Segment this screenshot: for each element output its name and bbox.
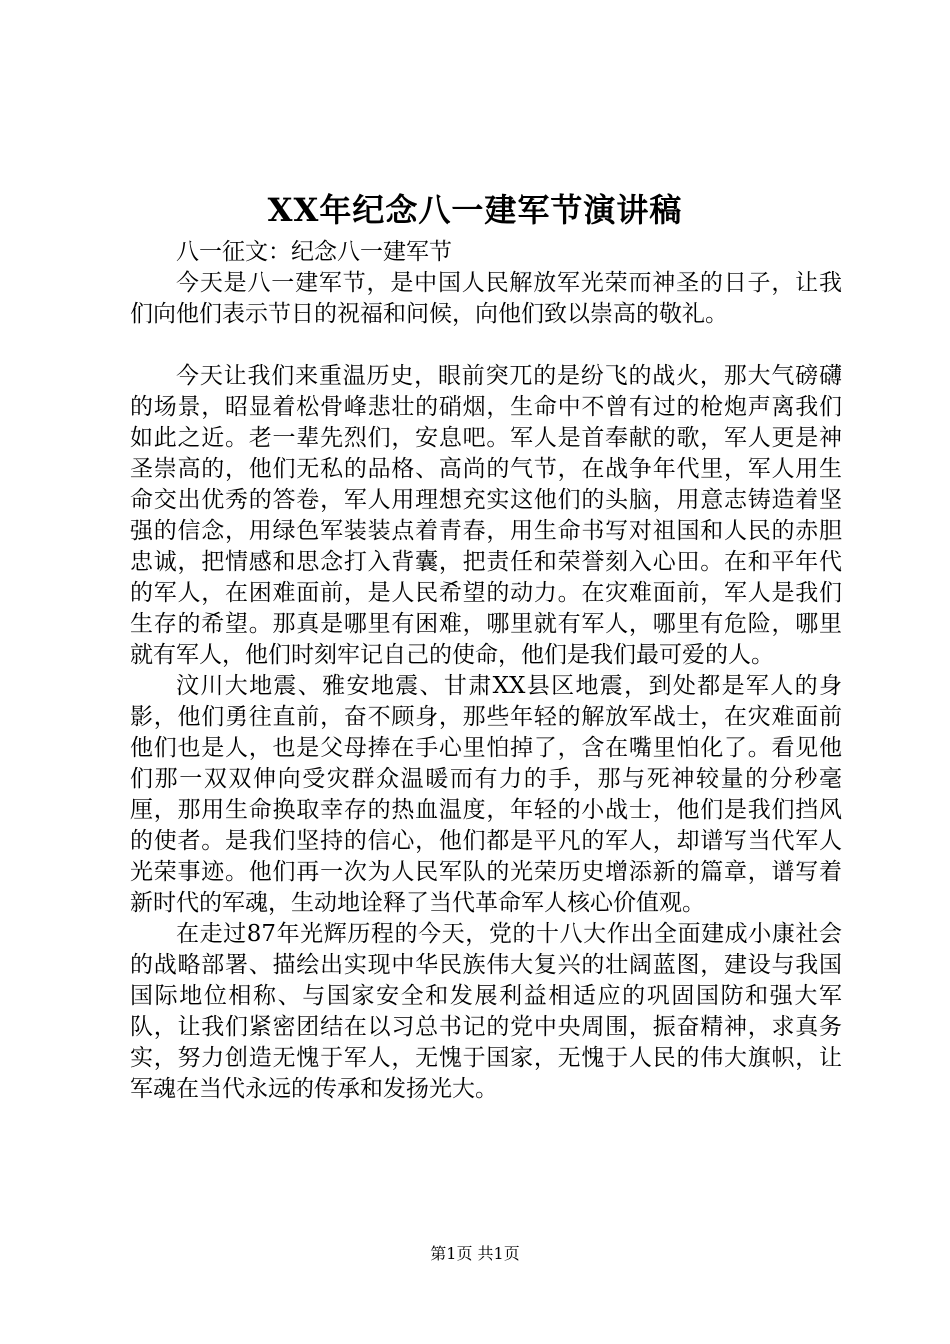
page-number-footer: 第1页 共1页: [430, 1244, 520, 1263]
paragraph-earthquake: 汶川大地震、雅安地震、甘肃XX县区地震，到处都是军人的身影，他们勇往直前，奋不顾身，那些年轻的解放军战士，在灾难面前他们也是人，也是父母捧在手心里怕掉了，含在嘴里怕化了。看见他们那一双双伸向受灾群众温暖而有力的手，那与死神较量的分秒毫厘，那用生命换取幸存的热血温度，年轻的小战士，他们是我们挡风的使者。是我们坚持的信心，他们都是平凡的军人，却谱写当代军人光荣事迹。他们再一次为人民军队的光荣历史增添新的篇章，谱写着新时代的军魂，生动地诠释了当代革命军人核心价值观。: [130, 673, 842, 916]
paragraph-greeting: 今天是八一建军节，是中国人民解放军光荣而神圣的日子，让我们向他们表示节日的祝福和问候，向他们致以崇高的敬礼。: [130, 270, 842, 327]
document-title: XX年纪念八一建军节演讲稿: [267, 191, 683, 229]
document-body: [130, 237, 842, 1105]
paragraph-conclusion: 在走过87年光辉历程的今天，党的十八大作出全面建成小康社会的战略部署、描绘出实现中华民族伟大复兴的壮阔蓝图，建设与我国国际地位相称、与国家安全和发展利益相适应的巩固国防和强大军队，让我们紧密团结在以习总书记的党中央周围，振奋精神，求真务实，努力创造无愧于军人，无愧于国家，无愧于人民的伟大旗帜，让军魂在当代永远的传承和发扬光大。: [130, 921, 842, 1102]
paragraph-history: 今天让我们来重温历史，眼前突兀的是纷飞的战火，那大气磅礴的场景，昭显着松骨峰悲壮的硝烟，生命中不曾有过的枪炮声离我们如此之近。老一辈先烈们，安息吧。军人是首奉献的歌，军人更是神圣崇高的，他们无私的品格、高尚的气节，在战争年代里，军人用生命交出优秀的答卷，军人用理想充实这他们的头脑，用意志铸造着坚强的信念，用绿色军装装点着青春，用生命书写对祖国和人民的赤胆忠诚，把情感和思念打入背囊，把责任和荣誉刻入心田。在和平年代的军人，在困难面前，是人民希望的动力。在灾难面前，军人是我们生存的希望。那真是哪里有困难，哪里就有军人，哪里有危险，哪里就有军人，他们时刻牢记自己的使命，他们是我们最可爱的人。: [130, 363, 842, 668]
paragraph-subtitle: 八一征文：纪念八一建军节: [176, 239, 452, 265]
